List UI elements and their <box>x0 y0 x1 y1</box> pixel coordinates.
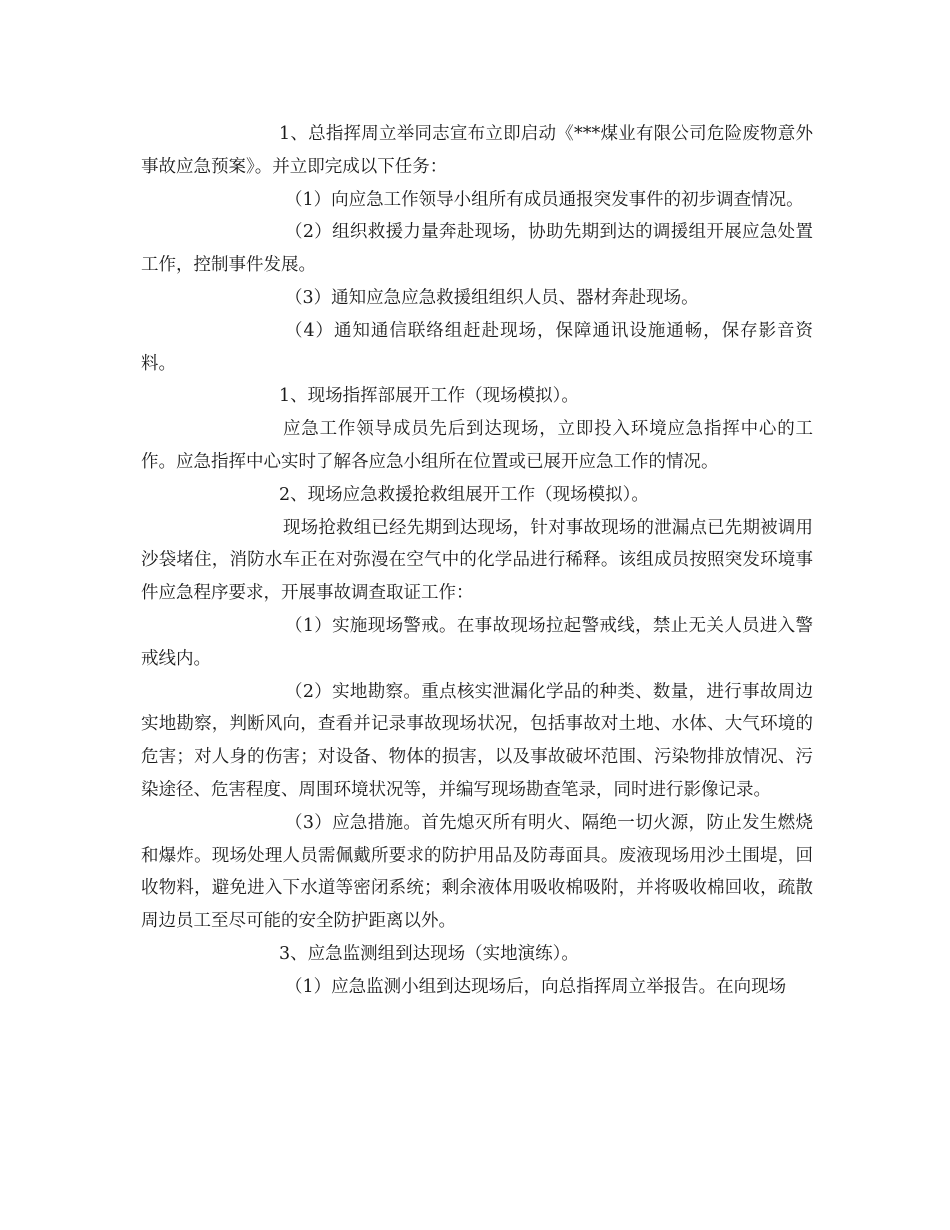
paragraph-7: 应急工作领导成员先后到达现场，立即投入环境应急指挥中心的工作。应急指挥中心实时了解各应急小组所在位置或已展开应急工作的情况。 <box>141 419 813 472</box>
paragraph-3: （2）组织救援力量奔赴现场，协助先期到达的调援组开展应急处置工作，控制事件发展。 <box>141 222 813 276</box>
paragraph-1: 1、总指挥周立举同志宣布立即启动《***煤业有限公司危险废物意外事故应急预案》。并立即完成以下任务： <box>141 124 813 177</box>
paragraph-12: （3）应急措施。首先熄灭所有明火、隔绝一切火源，防止发生燃烧和爆炸。现场处理人员需佩戴所要求的防护用品及防毒面具。废液现场用沙土围堤，回收物料，避免进入下水道等密闭系统；剩余液体用吸收棉吸附，并将吸收棉回收，疏散周边员工至尽可能的安全防护距离以外。 <box>141 812 813 932</box>
document-body <box>141 118 813 1004</box>
paragraph-11: （2）实地勘察。重点核实泄漏化学品的种类、数量，进行事故周边实地勘察，判断风向，查看并记录事故现场状况，包括事故对土地、水体、大气环境的危害；对人身的伤害；对设备、物体的损害，以及事故破坏范围、污染物排放情况、污染途径、危害程度、周围环境状况等，并编写现场勘查笔录，同时进行影像记录。 <box>141 681 813 800</box>
paragraph-4: （3）通知应急应急救援组组织人员、器材奔赴现场。 <box>285 287 699 308</box>
paragraph-2: （1）向应急工作领导小组所有成员通报突发事件的初步调查情况。 <box>285 189 804 210</box>
paragraph-5: （4）通知通信联络组赶赴现场，保障通讯设施通畅，保存影音资料。 <box>141 320 813 374</box>
paragraph-9: 现场抢救组已经先期到达现场，针对事故现场的泄漏点已先期被调用沙袋堵住，消防水车正在对弥漫在空气中的化学品进行稀释。该组成员按照突发环境事件应急程序要求，开展事故调查取证工作： <box>141 517 813 604</box>
paragraph-10: （1）实施现场警戒。在事故现场拉起警戒线，禁止无关人员进入警戒线内。 <box>141 615 813 669</box>
paragraph-13: 3、应急监测组到达现场（实地演练）。 <box>279 943 579 964</box>
paragraph-6: 1、现场指挥部展开工作（现场模拟）。 <box>279 386 579 407</box>
paragraph-14: （1）应急监测小组到达现场后，向总指挥周立举报告。在向现场 <box>285 976 787 997</box>
paragraph-8: 2、现场应急救援抢救组展开工作（现场模拟）。 <box>279 484 649 505</box>
